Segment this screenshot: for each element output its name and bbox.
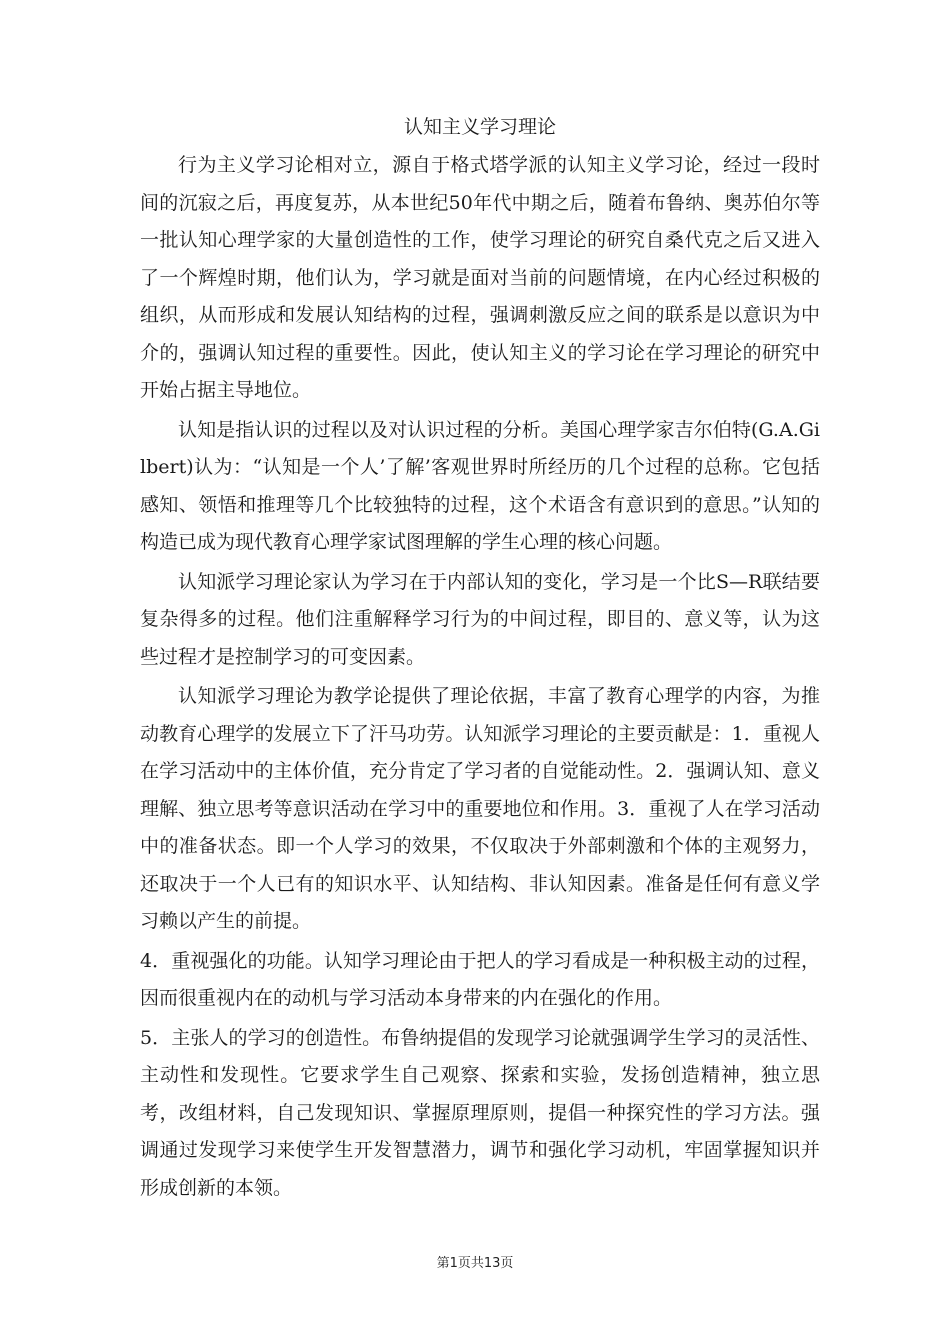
document-title: 认知主义学习理论 [403, 116, 556, 138]
paragraph-intro: 行为主义学习论相对立，源自于格式塔学派的认知主义学习论，经过一段时间的沉寂之后，再度复苏，从本世纪50年代中期之后，随着布鲁纳、奥苏伯尔等一批认知心理学家的大量创造性的工作，使学习理论的研究自桑代克之后又进入了一个辉煌时期，他们认为，学习就是面对当前的问题情境，在内心经过积极的组织，从而形成和发展认知结构的过程，强调刺激反应之间的联系是以意识为中介的，强调认知过程的重要性。因此，使认知主义的学习论在学习理论的研究中开始占据主导地位。 [140, 154, 820, 401]
document-page [140, 108, 820, 1209]
paragraph-cognition-definition: 认知是指认识的过程以及对认识过程的分析。美国心理学家吉尔伯特(G.A.Gilbert)认为：“认知是一个人’了解’客观世界时所经历的几个过程的总称。它包括感知、领悟和推理等几个比较独特的过程，这个术语含有意识到的意思。”认知的构造已成为现代教育心理学家试图理解的学生心理的核心问题。 [140, 418, 820, 553]
page-number-footer: 第1页共13页 [436, 1256, 514, 1271]
paragraph-cognitive-school-view: 认知派学习理论家认为学习在于内部认知的变化，学习是一个比S—R联结要复杂得多的过程。他们注重解释学习行为的中间过程，即目的、意义等，认为这些过程才是控制学习的可变因素。 [140, 570, 820, 668]
paragraph-contributions: 认知派学习理论为教学论提供了理论依据，丰富了教育心理学的内容，为推动教育心理学的发展立下了汗马功劳。认知派学习理论的主要贡献是：1．重视人在学习活动中的主体价值，充分肯定了学习者的自觉能动性。2．强调认知、意义理解、独立思考等意识活动在学习中的重要地位和作用。3．重视了人在学习活动中的准备状态。即一个人学习的效果，不仅取决于外部刺激和个体的主观努力，还取决于一个人已有的知识水平、认知结构、非认知因素。准备是任何有意义学习赖以产生的前提。 [140, 685, 820, 932]
paragraph-point-5: 5．主张人的学习的创造性。布鲁纳提倡的发现学习论就强调学生学习的灵活性、主动性和发现性。它要求学生自己观察、探索和实验，发扬创造精神，独立思考，改组材料，自己发现知识、掌握原理原则，提倡一种探究性的学习方法。强调通过发现学习来使学生开发智慧潜力，调节和强化学习动机，牢固掌握知识并形成创新的本领。 [140, 1026, 820, 1199]
paragraph-point-4: 4．重视强化的功能。认知学习理论由于把人的学习看成是一种积极主动的过程，因而很重视内在的动机与学习活动本身带来的内在强化的作用。 [140, 949, 820, 1009]
